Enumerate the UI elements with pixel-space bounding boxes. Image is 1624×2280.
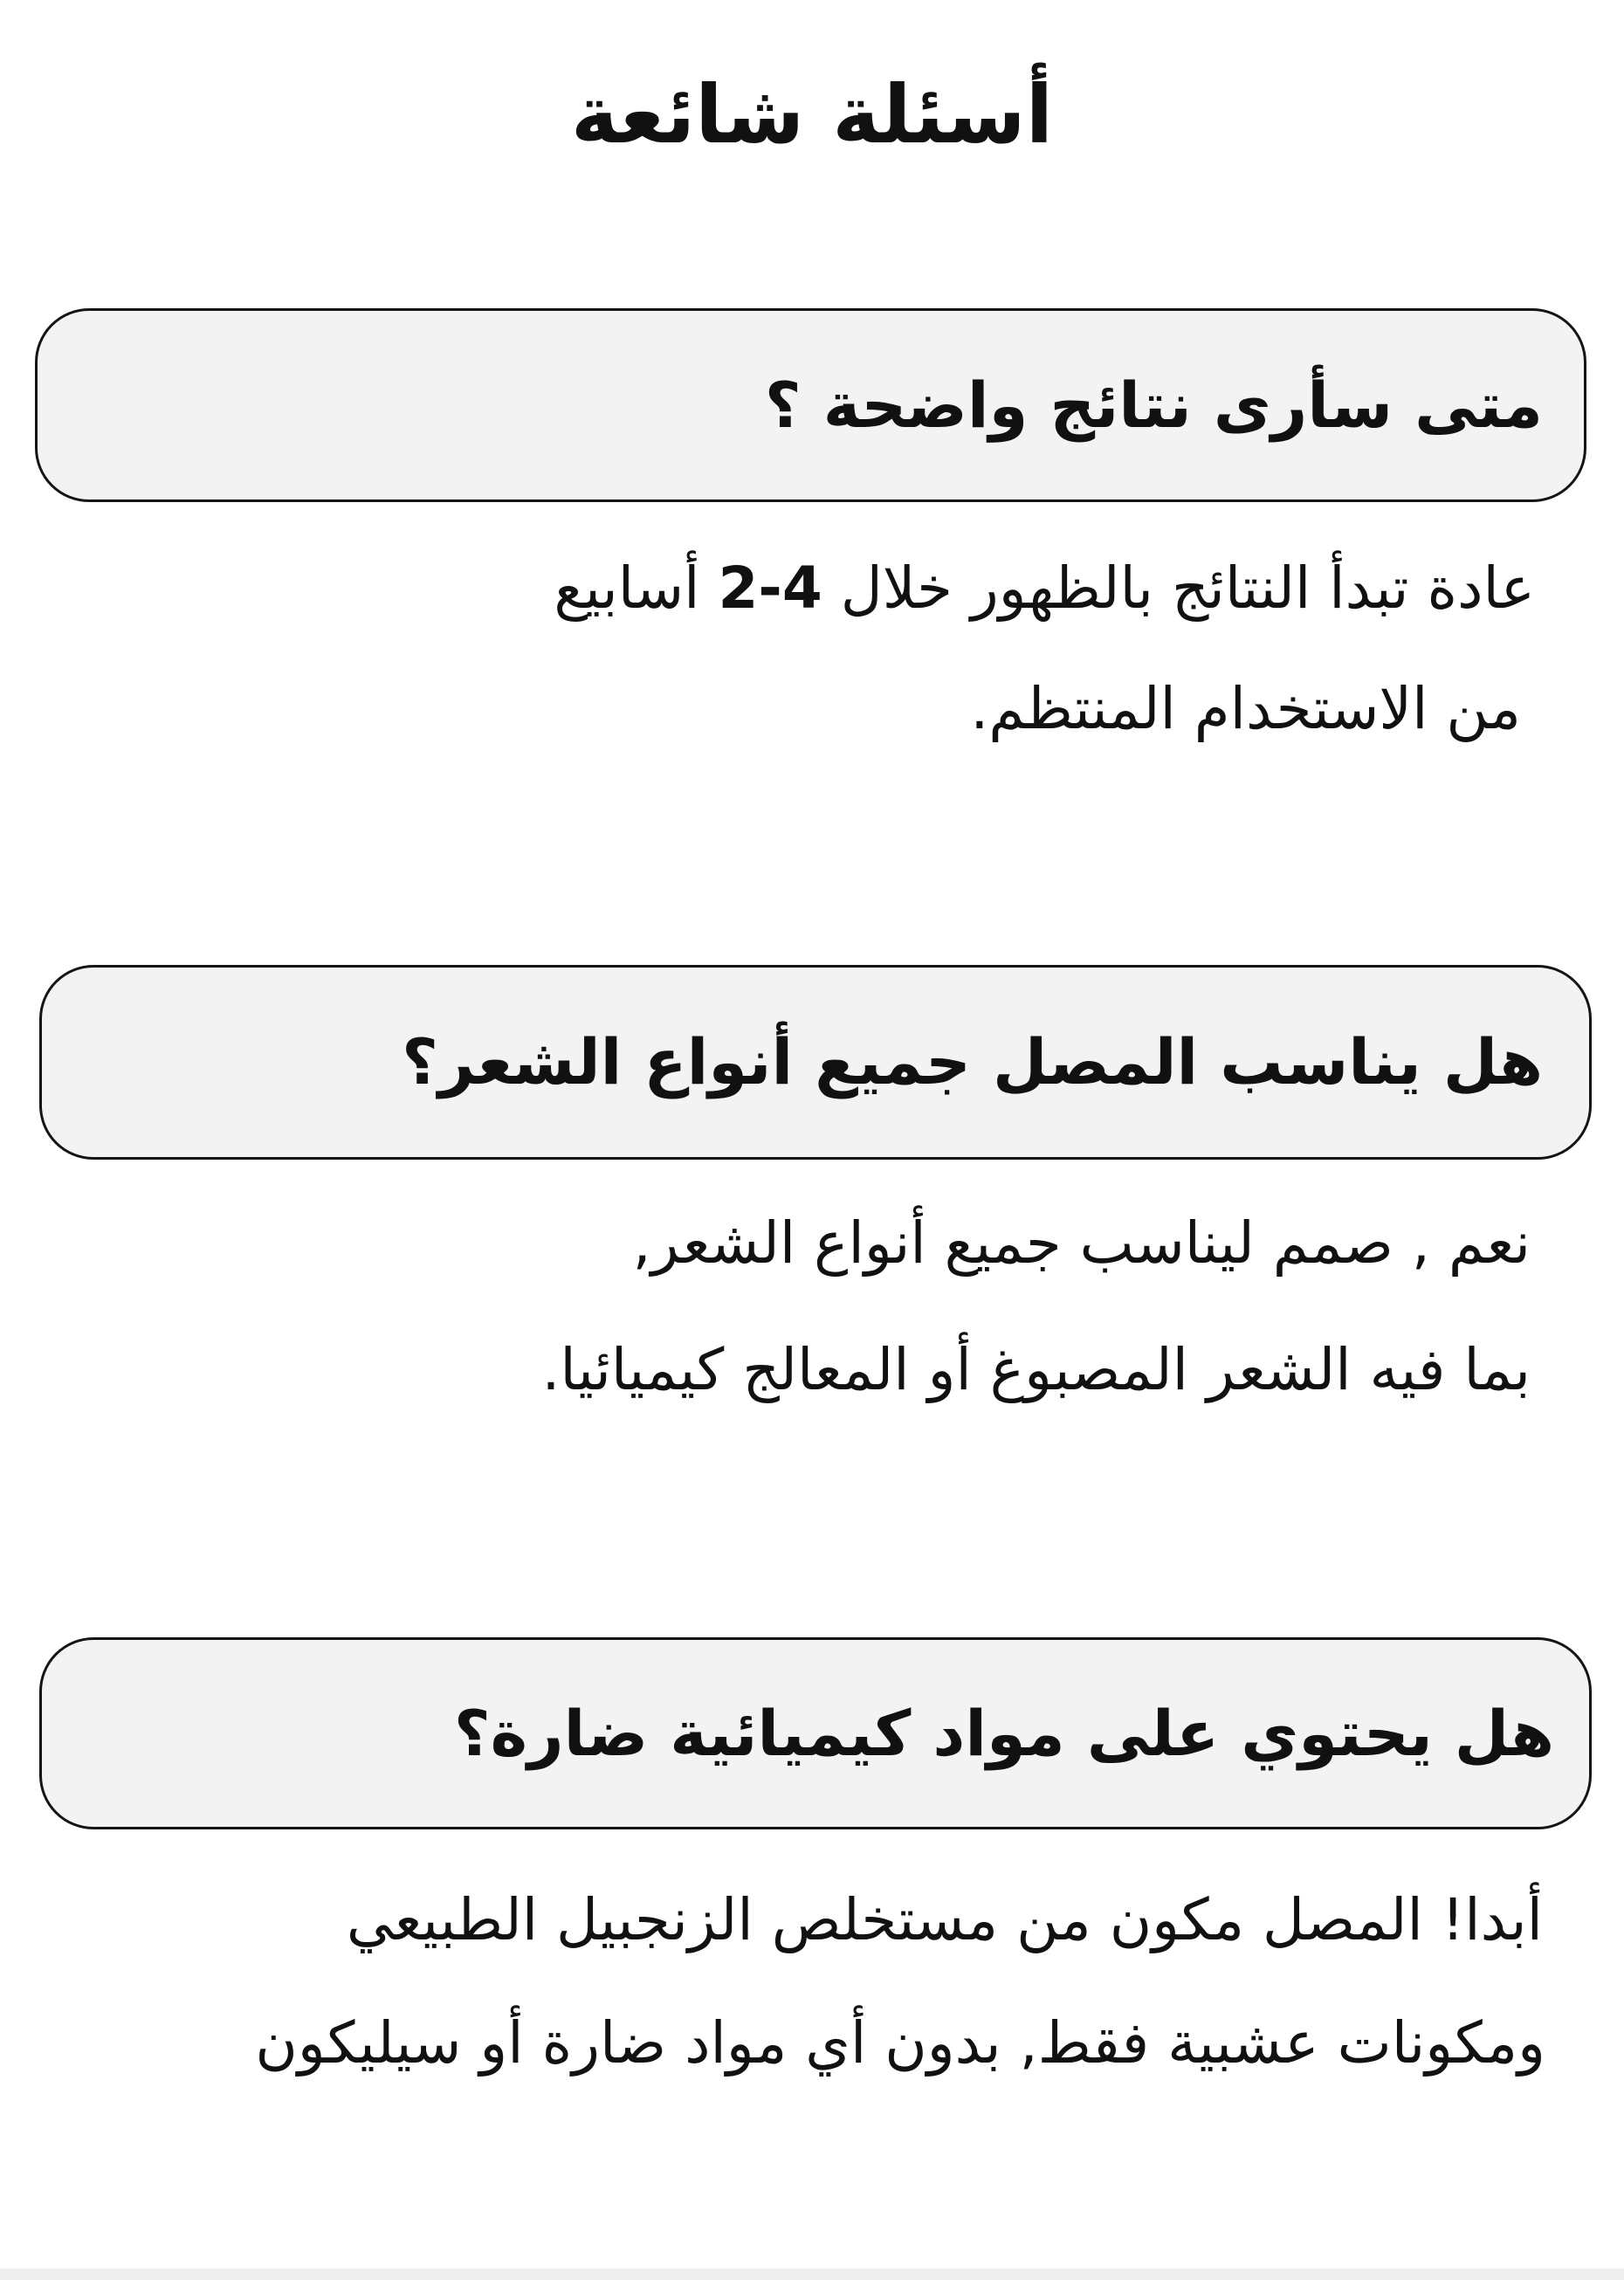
page-bottom-edge xyxy=(0,2269,1624,2280)
faq-question-box xyxy=(39,1637,1592,1829)
faq-answer-line: من الاستخدام المنتظم. xyxy=(970,675,1521,742)
faq-answer-line: أبدا! المصل مكون من مستخلص الزنجبيل الطبيعي xyxy=(346,1886,1543,1953)
faq-question-box xyxy=(39,965,1592,1160)
faq-question-text: هل يناسب المصل جميع أنواع الشعر؟ xyxy=(402,1025,1543,1099)
faq-answer-text: عادة تبدأ النتائج بالظهور خلال xyxy=(840,555,1535,622)
faq-answer-line: بما فيه الشعر المصبوغ أو المعالج كيميائيا. xyxy=(541,1336,1531,1403)
faq-question-text: هل يحتوي على مواد كيميائية ضارة؟ xyxy=(453,1697,1554,1770)
faq-answer-line: ومكونات عشبية فقط, بدون أي مواد ضارة أو سيليكون xyxy=(255,2009,1545,2077)
faq-question-text: متى سأرى نتائج واضحة ؟ xyxy=(764,369,1543,442)
faq-answer-text: أسابيع xyxy=(554,555,700,622)
page-title: أسئلة شائعة xyxy=(570,68,1054,162)
faq-answer-line xyxy=(52,536,1535,641)
faq-question-box xyxy=(35,308,1586,502)
faq-answer-line: نعم , صمم ليناسب جميع أنواع الشعر, xyxy=(632,1209,1531,1277)
duration-highlight: 4-2 xyxy=(718,555,822,622)
